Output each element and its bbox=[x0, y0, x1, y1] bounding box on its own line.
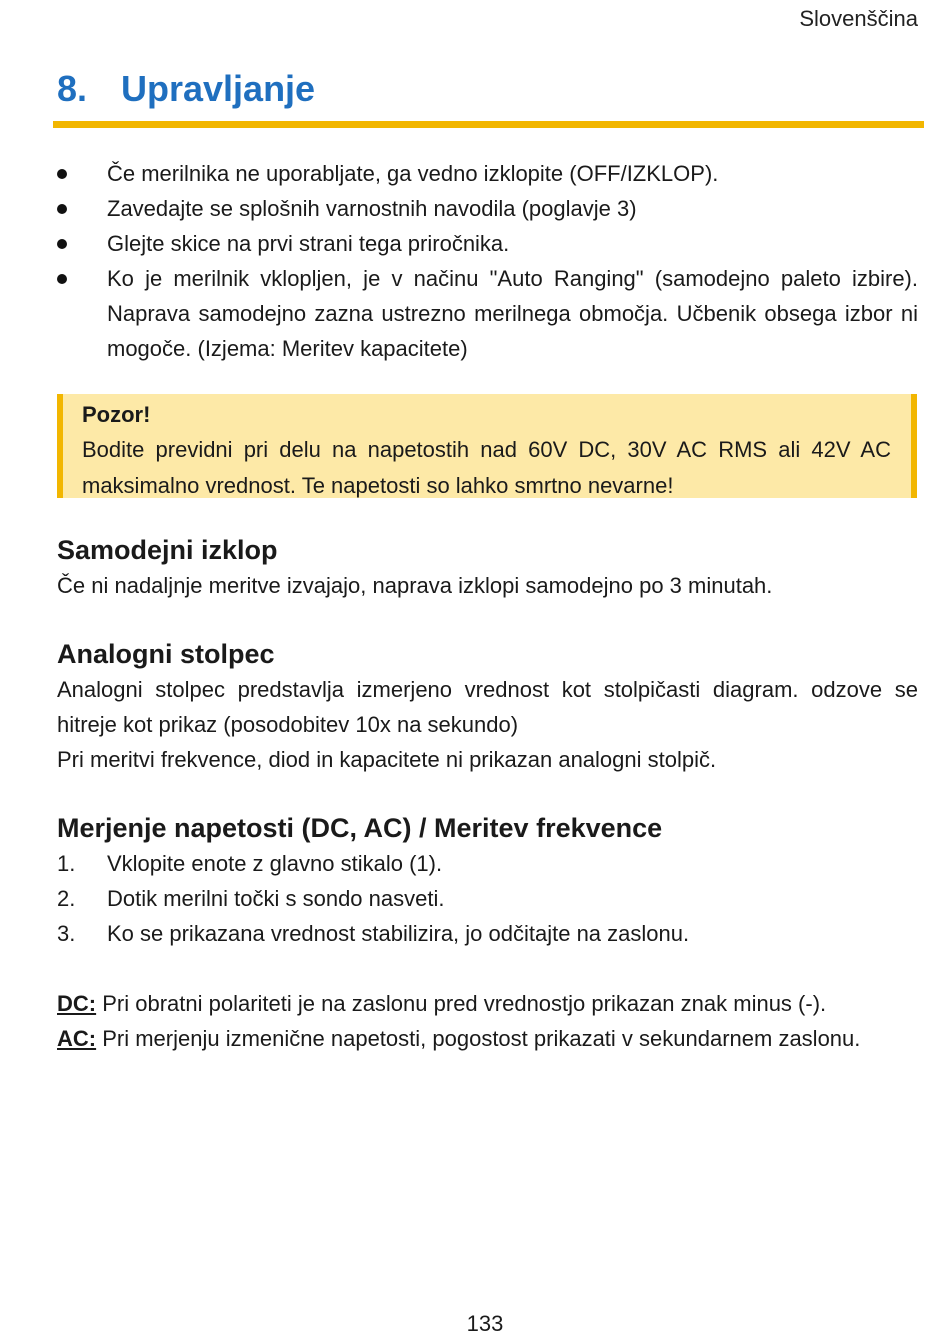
auto-off-section bbox=[57, 532, 918, 603]
list-item bbox=[57, 846, 918, 881]
step-text: Ko se prikazana vrednost stabilizira, jo odčitajte na zaslonu. bbox=[107, 921, 690, 946]
list-item bbox=[57, 156, 918, 191]
step-text: Dotik merilni točki s sondo nasveti. bbox=[107, 886, 445, 911]
list-item bbox=[57, 226, 918, 261]
section-heading: Analogni stolpec bbox=[57, 639, 275, 669]
step-number: 2. bbox=[57, 886, 76, 911]
section-heading: Samodejni izklop bbox=[57, 535, 278, 565]
chapter-divider bbox=[53, 121, 924, 128]
section-heading: Merjenje napetosti (DC, AC) / Meritev frekvence bbox=[57, 813, 663, 843]
section-text: Če ni nadaljnje meritve izvajajo, naprava izklopi samodejno po 3 minutah. bbox=[57, 573, 773, 598]
step-number: 3. bbox=[57, 921, 76, 946]
list-item bbox=[57, 916, 918, 951]
section-text: Pri meritvi frekvence, diod in kapacitete ni prikazan analogni stolpič. bbox=[57, 747, 717, 772]
bullet-text: Če merilnika ne uporabljate, ga vedno izklopite (OFF/IZKLOP). bbox=[107, 161, 719, 186]
page-number: 133 bbox=[466, 1311, 504, 1336]
steps-list bbox=[57, 846, 918, 951]
section-text: Analogni stolpec predstavlja izmerjeno vrednost kot stolpičasti diagram. odzove se hitreje kot prikaz (posodobitev 10x na sekundo) bbox=[57, 677, 918, 737]
bullet-icon bbox=[57, 169, 67, 179]
step-text: Vklopite enote z glavno stikalo (1). bbox=[107, 851, 443, 876]
warning-text: Bodite previdni pri delu na napetostih nad 60V DC, 30V AC RMS ali 42V AC maksimalno vrednost. Te napetosti so lahko smrtno nevarne! bbox=[82, 437, 891, 498]
list-item bbox=[57, 191, 918, 226]
step-number: 1. bbox=[57, 851, 76, 876]
bullet-icon bbox=[57, 274, 67, 284]
chapter-number: 8. bbox=[57, 68, 88, 109]
warning-box bbox=[57, 394, 917, 498]
bullet-list bbox=[57, 156, 918, 366]
ac-note bbox=[57, 1021, 918, 1056]
list-item bbox=[57, 881, 918, 916]
analog-bar-section bbox=[57, 636, 918, 777]
list-item bbox=[57, 261, 918, 366]
warning-title: Pozor! bbox=[82, 402, 151, 427]
dc-note bbox=[57, 986, 918, 1021]
ac-text: Pri merjenju izmenične napetosti, pogostost prikazati v sekundarnem zaslonu. bbox=[96, 1026, 861, 1051]
bullet-text: Glejte skice na prvi strani tega priročnika. bbox=[107, 231, 510, 256]
voltage-section bbox=[57, 810, 918, 951]
bullet-icon bbox=[57, 239, 67, 249]
chapter-title-text: Upravljanje bbox=[121, 68, 316, 109]
dc-text: Pri obratni polariteti je na zaslonu pred vrednostjo prikazan znak minus (-). bbox=[96, 991, 827, 1016]
chapter-title bbox=[57, 68, 315, 110]
language-label: Slovenščina bbox=[799, 6, 918, 31]
ac-label: AC: bbox=[57, 1026, 97, 1051]
dc-ac-notes bbox=[57, 986, 918, 1056]
bullet-text: Zavedajte se splošnih varnostnih navodila (poglavje 3) bbox=[107, 196, 637, 221]
bullet-text: Ko je merilnik vklopljen, je v načinu "Auto Ranging" (samodejno paleto izbire). Naprava samodejno zazna ustrezno merilnega območja. Učbenik obsega izbor ni mogoče. (Izjema: Meritev kapacitete) bbox=[107, 266, 918, 361]
dc-label: DC: bbox=[57, 991, 97, 1016]
bullet-icon bbox=[57, 204, 67, 214]
